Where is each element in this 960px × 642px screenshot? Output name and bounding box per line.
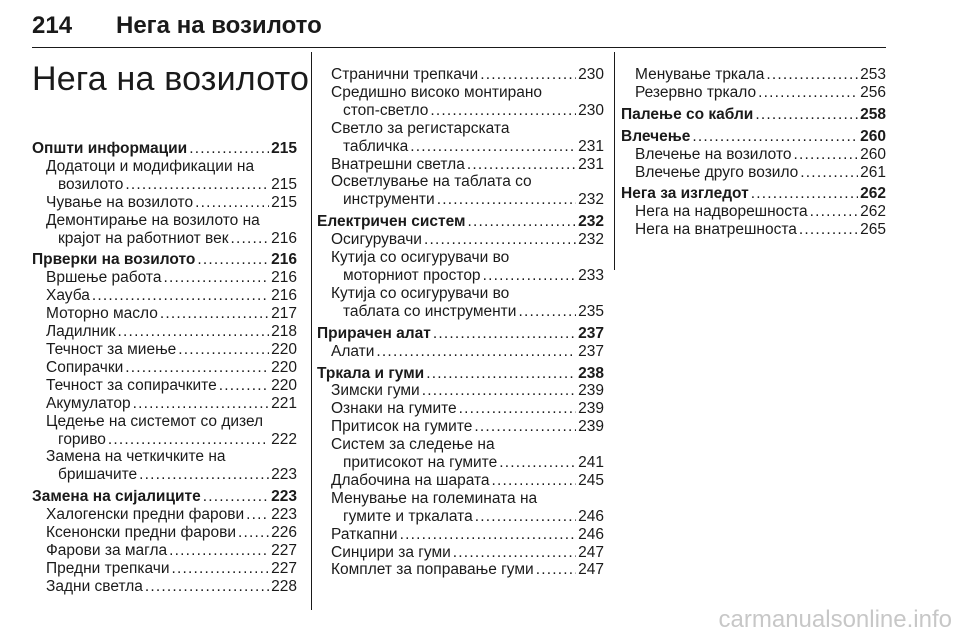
toc-page-number: 262	[860, 203, 886, 221]
toc-entry[interactable]	[317, 285, 604, 321]
toc-entry[interactable]	[317, 84, 604, 120]
toc-entry[interactable]	[317, 418, 604, 436]
toc-leader	[400, 526, 577, 544]
toc-entry-line	[635, 84, 886, 102]
toc-leader	[139, 466, 269, 484]
toc-page-number: 233	[578, 266, 604, 284]
toc-leader	[169, 542, 269, 560]
toc-leader	[751, 185, 858, 203]
toc-entry[interactable]	[32, 413, 297, 449]
toc-entry[interactable]	[621, 164, 886, 182]
toc-leader	[536, 561, 576, 579]
toc-leader	[231, 230, 270, 248]
toc-entry-label: Нега на внатрешноста	[635, 221, 797, 239]
toc-entry-label: Течност за миење	[46, 340, 177, 358]
toc-entry-line	[46, 287, 297, 305]
toc-entry-line	[635, 164, 886, 182]
toc-section-row	[621, 128, 886, 146]
toc-leader	[238, 524, 269, 542]
toc-section-label: Влечење	[621, 127, 691, 145]
toc-leader	[178, 341, 269, 359]
toc-entry-label: крајот на работниот век	[58, 229, 229, 247]
toc-leader	[483, 267, 577, 285]
toc-leader	[125, 176, 269, 194]
toc-page-number: 215	[271, 140, 297, 157]
toc-leader	[480, 66, 576, 84]
toc-leader	[125, 359, 269, 377]
toc-page-number: 260	[860, 145, 886, 163]
toc-entry-label: возилото	[58, 175, 124, 193]
toc-entry-label: Комплет за поправање гуми	[331, 561, 534, 579]
toc-entry[interactable]	[32, 323, 297, 341]
toc-entry-line	[331, 526, 604, 544]
toc-entry-label: бришачите	[58, 466, 138, 484]
toc-page-number: 216	[271, 269, 297, 287]
toc-entry-label: притисокот на гумите	[343, 454, 498, 472]
toc-entry[interactable]	[32, 287, 297, 305]
toc-section[interactable]	[621, 185, 886, 203]
toc-page-number: 231	[578, 137, 604, 155]
toc-leader	[492, 472, 577, 490]
toc-entry-line	[331, 303, 604, 321]
watermark: carmanualsonline.info	[718, 606, 952, 633]
toc-page-number: 239	[578, 418, 604, 436]
toc-leader	[453, 544, 576, 562]
toc-page-number: 237	[578, 342, 604, 360]
toc-entry[interactable]	[32, 359, 297, 377]
toc-section[interactable]	[621, 106, 886, 124]
toc-page-number: 238	[578, 364, 604, 382]
toc-entry-label: Сопирачки	[46, 358, 124, 376]
toc-entry-line	[331, 472, 604, 490]
toc-entry-label: Ксенонски предни фарови	[46, 524, 237, 542]
toc-page-number: 262	[860, 185, 886, 203]
toc-entry-line	[331, 267, 604, 285]
toc-entry[interactable]	[32, 377, 297, 395]
toc-entry-label: моторниот простор	[343, 266, 481, 284]
toc-entry-line	[46, 158, 297, 176]
chapter-title: Нега на возилото	[32, 60, 310, 98]
toc-page-number: 226	[271, 524, 297, 542]
toc-leader	[474, 418, 576, 436]
toc-entry-line	[331, 544, 604, 562]
toc-entry[interactable]	[317, 249, 604, 285]
toc-entry-label: Алати	[331, 342, 375, 360]
toc-entry[interactable]	[317, 544, 604, 562]
toc-page-number: 247	[578, 543, 604, 561]
toc-entry[interactable]	[621, 221, 886, 239]
toc-entry-line	[331, 285, 604, 303]
toc-entry-label: Осигурувачи	[331, 231, 422, 249]
toc-page-number: 215	[271, 175, 297, 193]
toc-entry-line	[46, 176, 297, 194]
toc-entry-line	[46, 524, 297, 542]
toc-page-number: 216	[271, 251, 297, 269]
toc-entry-line	[331, 436, 604, 454]
toc-entry-label: Странични трепкачи	[331, 66, 479, 83]
toc-entry-line	[46, 377, 297, 395]
toc-section-row	[32, 488, 297, 506]
toc-leader	[203, 488, 269, 506]
toc-entry-line	[331, 454, 604, 472]
toc-entry[interactable]	[317, 490, 604, 526]
toc-entry-line	[635, 146, 886, 164]
toc-page-number: 245	[578, 471, 604, 489]
toc-section-label: Тркала и гуми	[317, 364, 425, 382]
toc-leader	[145, 578, 269, 596]
toc-entry-label: Зимски гуми	[331, 382, 420, 400]
toc-entry-line	[46, 269, 297, 287]
toc-page-number: 215	[271, 193, 297, 211]
toc-page-number: 220	[271, 376, 297, 394]
toc-entry-label: Менување на големината на	[331, 489, 538, 507]
toc-entry[interactable]	[32, 506, 297, 524]
toc-leader	[467, 156, 576, 174]
toc-leader	[459, 400, 576, 418]
toc-section-row	[317, 365, 604, 383]
toc-entry-line	[635, 66, 886, 84]
toc-page-number: 217	[271, 305, 297, 323]
toc-entry[interactable]	[317, 472, 604, 490]
toc-entry[interactable]	[317, 382, 604, 400]
toc-entry[interactable]	[317, 436, 604, 472]
toc-page-number: 227	[271, 559, 297, 577]
toc-leader	[189, 140, 269, 158]
toc-leader	[424, 231, 576, 249]
toc-leader	[246, 506, 269, 524]
toc-leader	[755, 106, 858, 124]
toc-section[interactable]	[317, 365, 604, 383]
toc-entry-line	[46, 212, 297, 230]
toc-entry[interactable]	[621, 84, 886, 102]
toc-entry-label: Влечење друго возило	[635, 163, 799, 181]
toc-page-number: 216	[271, 287, 297, 305]
toc-section-row	[621, 185, 886, 203]
toc-leader	[118, 323, 270, 341]
toc-section[interactable]	[621, 128, 886, 146]
toc-page-number: 218	[271, 323, 297, 341]
toc-section-label: Прирачен алат	[317, 324, 431, 342]
toc-page-number: 235	[578, 302, 604, 320]
toc-entry-line	[46, 466, 297, 484]
toc-page-number: 241	[578, 454, 604, 472]
toc-entry-label: Чување на возилото	[46, 193, 194, 211]
toc-entry-line	[46, 359, 297, 377]
toc-page-number: 227	[271, 541, 297, 559]
toc-section-row	[32, 140, 297, 158]
toc-entry[interactable]	[317, 561, 604, 579]
toc-entry[interactable]	[621, 66, 886, 84]
toc-entry-label: Демонтирање на возилото на	[46, 211, 260, 229]
toc-entry-line	[331, 231, 604, 249]
column-divider	[614, 52, 615, 270]
toc-entry-label: Хауба	[46, 287, 90, 305]
toc-entry-line	[46, 431, 297, 449]
toc-entry-line	[331, 138, 604, 156]
toc-section-row	[32, 251, 297, 269]
toc-leader	[108, 431, 269, 449]
toc-page-number: 237	[578, 324, 604, 342]
toc-entry-line	[46, 305, 297, 323]
toc-page-number: 220	[271, 340, 297, 358]
toc-leader	[163, 269, 269, 287]
toc-entry-line	[331, 400, 604, 418]
toc-entry-label: Додатоци и модификации на	[46, 157, 255, 175]
toc-entry-line	[46, 194, 297, 212]
toc-section-label: Општи информации	[32, 140, 188, 157]
toc-leader	[426, 365, 576, 383]
toc-entry-label: стоп-светло	[343, 101, 429, 119]
toc-leader	[410, 138, 576, 156]
toc-entry-line	[46, 560, 297, 578]
toc-column-2	[317, 66, 604, 579]
toc-leader	[799, 221, 858, 239]
page-number: 214	[32, 12, 73, 39]
toc-entry-line	[46, 506, 297, 524]
toc-section[interactable]	[32, 140, 297, 158]
toc-page-number: 220	[271, 358, 297, 376]
toc-entry-label: Халогенски предни фарови	[46, 506, 245, 524]
toc-leader	[800, 164, 858, 182]
toc-page-number: 246	[578, 525, 604, 543]
toc-leader	[171, 560, 269, 578]
toc-section-label: Палење со кабли	[621, 105, 754, 123]
toc-entry[interactable]	[32, 395, 297, 413]
toc-page-number: 239	[578, 400, 604, 418]
toc-entry-line	[46, 413, 297, 431]
toc-entry[interactable]	[621, 146, 886, 164]
toc-entry-line	[331, 343, 604, 361]
header-rule	[32, 47, 886, 48]
toc-page-number: 230	[578, 66, 604, 83]
toc-page-number: 258	[860, 105, 886, 123]
toc-page-number: 256	[860, 83, 886, 101]
toc-section-row	[621, 106, 886, 124]
toc-entry[interactable]	[32, 448, 297, 484]
toc-entry[interactable]	[32, 158, 297, 194]
toc-entry[interactable]	[317, 66, 604, 84]
toc-leader	[437, 191, 576, 209]
toc-page-number: 253	[860, 66, 886, 83]
toc-entry-line	[635, 203, 886, 221]
toc-entry-label: табличка	[343, 137, 409, 155]
toc-leader	[794, 146, 859, 164]
toc-entry-label: инструменти	[343, 191, 435, 209]
toc-page-number: 246	[578, 507, 604, 525]
toc-entry-line	[46, 341, 297, 359]
toc-entry-label: Предни трепкачи	[46, 559, 170, 577]
toc-page-number: 260	[860, 127, 886, 145]
toc-entry-label: Раткапни	[331, 525, 398, 543]
toc-entry[interactable]	[32, 341, 297, 359]
toc-entry[interactable]	[317, 231, 604, 249]
toc-entry[interactable]	[32, 524, 297, 542]
toc-leader	[467, 213, 576, 231]
toc-entry[interactable]	[32, 578, 297, 596]
toc-entry-label: Притисок на гумите	[331, 418, 473, 436]
toc-entry[interactable]	[32, 305, 297, 323]
toc-entry-line	[331, 66, 604, 84]
toc-entry-label: Синџири за гуми	[331, 543, 451, 561]
toc-section[interactable]	[32, 488, 297, 506]
toc-entry-label: гориво	[58, 430, 106, 448]
toc-section[interactable]	[32, 251, 297, 269]
toc-entry-label: Задни светла	[46, 577, 143, 595]
toc-entry-line	[331, 120, 604, 138]
toc-leader	[197, 251, 269, 269]
toc-entry-line	[331, 508, 604, 526]
toc-entry-line	[331, 173, 604, 191]
toc-entry-line	[331, 156, 604, 174]
toc-page-number: 247	[578, 561, 604, 579]
toc-section[interactable]	[317, 213, 604, 231]
toc-entry-label: Акумулатор	[46, 394, 131, 412]
toc-page-number: 221	[271, 394, 297, 412]
toc-section-label: Нега за изгледот	[621, 185, 749, 203]
toc-page-number: 223	[271, 488, 297, 506]
toc-page-number: 231	[578, 155, 604, 173]
toc-leader	[766, 66, 858, 84]
toc-page-number: 228	[271, 577, 297, 595]
toc-entry-label: Внатрешни светла	[331, 155, 465, 173]
toc-leader	[758, 84, 858, 102]
toc-leader	[219, 377, 269, 395]
toc-entry[interactable]	[32, 212, 297, 248]
toc-section-row	[317, 213, 604, 231]
toc-entry[interactable]	[317, 343, 604, 361]
toc-leader	[422, 382, 576, 400]
toc-entry-label: Цедење на системот со дизел	[46, 412, 264, 430]
toc-leader	[92, 287, 269, 305]
toc-entry-label: Систем за следење на	[331, 436, 495, 454]
toc-entry-line	[331, 490, 604, 508]
toc-entry-line	[46, 448, 297, 466]
column-divider	[311, 52, 312, 610]
toc-entry[interactable]	[317, 173, 604, 209]
toc-section-row	[317, 325, 604, 343]
toc-entry[interactable]	[317, 526, 604, 544]
toc-entry[interactable]	[32, 560, 297, 578]
toc-section-label: Прверки на возилото	[32, 251, 196, 269]
toc-page-number: 223	[271, 466, 297, 484]
toc-leader	[133, 395, 270, 413]
toc-page-number: 223	[271, 506, 297, 524]
toc-leader	[810, 203, 859, 221]
toc-entry-line	[46, 542, 297, 560]
toc-entry-label: Замена на четкичките на	[46, 448, 226, 466]
toc-page-number: 265	[860, 221, 886, 239]
toc-entry-label: Кутија со осигурувачи во	[331, 284, 510, 302]
toc-entry-line	[331, 382, 604, 400]
toc-page-number: 232	[578, 231, 604, 249]
toc-page-number: 239	[578, 382, 604, 400]
toc-entry[interactable]	[317, 156, 604, 174]
toc-section[interactable]	[317, 325, 604, 343]
toc-entry-line	[331, 84, 604, 102]
toc-section-label: Електричен систем	[317, 213, 466, 231]
toc-entry-label: Ознаки на гумите	[331, 400, 457, 418]
toc-entry-label: таблата со инструменти	[343, 302, 517, 320]
toc-entry-label: Осветлување на таблата со	[331, 173, 532, 191]
toc-page-number: 222	[271, 430, 297, 448]
toc-entry-label: Моторно масло	[46, 305, 158, 323]
toc-entry-line	[46, 578, 297, 596]
toc-entry-label: Вршење работа	[46, 269, 162, 287]
toc-entry[interactable]	[32, 194, 297, 212]
toc-leader	[518, 303, 576, 321]
toc-leader	[195, 194, 269, 212]
toc-entry-line	[331, 561, 604, 579]
toc-entry[interactable]	[32, 542, 297, 560]
toc-entry-line	[46, 323, 297, 341]
toc-entry-label: Кутија со осигурувачи во	[331, 249, 510, 267]
toc-section-label: Замена на сијалиците	[32, 488, 201, 506]
toc-entry-line	[331, 249, 604, 267]
toc-leader	[160, 305, 269, 323]
toc-column-3	[621, 66, 886, 239]
toc-entry-label: Ладилник	[46, 323, 116, 341]
toc-entry[interactable]	[317, 120, 604, 156]
toc-column-1	[32, 138, 297, 596]
toc-entry[interactable]	[621, 203, 886, 221]
toc-entry-label: Влечење на возилото	[635, 145, 792, 163]
toc-leader	[499, 454, 576, 472]
toc-entry-label: Течност за сопирачките	[46, 376, 217, 394]
toc-entry-label: гумите и тркалата	[343, 507, 473, 525]
toc-leader	[475, 508, 576, 526]
toc-entry-line	[46, 395, 297, 413]
toc-page-number: 232	[578, 191, 604, 209]
toc-page-number: 261	[860, 163, 886, 181]
toc-entry-label: Резервно тркало	[635, 83, 757, 101]
toc-page-number: 216	[271, 229, 297, 247]
toc-entry-label: Длабочина на шарата	[331, 471, 490, 489]
toc-leader	[433, 325, 576, 343]
toc-entry[interactable]	[32, 269, 297, 287]
header-title: Нега на возилото	[116, 12, 322, 39]
toc-entry-label: Средишно високо монтирано	[331, 83, 543, 101]
page-header	[32, 4, 886, 48]
toc-entry-label: Нега на надворешноста	[635, 203, 808, 221]
toc-leader	[430, 102, 576, 120]
toc-entry-line	[331, 418, 604, 436]
toc-entry-line	[46, 230, 297, 248]
toc-leader	[692, 128, 858, 146]
toc-entry-line	[331, 191, 604, 209]
toc-leader	[376, 343, 576, 361]
toc-entry[interactable]	[317, 400, 604, 418]
toc-entry-label: Менување тркала	[635, 66, 765, 83]
toc-entry-label: Светло за регистарската	[331, 119, 510, 137]
toc-entry-line	[331, 102, 604, 120]
toc-page-number: 230	[578, 101, 604, 119]
toc-page-number: 232	[578, 213, 604, 231]
toc-entry-line	[635, 221, 886, 239]
toc-entry-label: Фарови за магла	[46, 541, 168, 559]
